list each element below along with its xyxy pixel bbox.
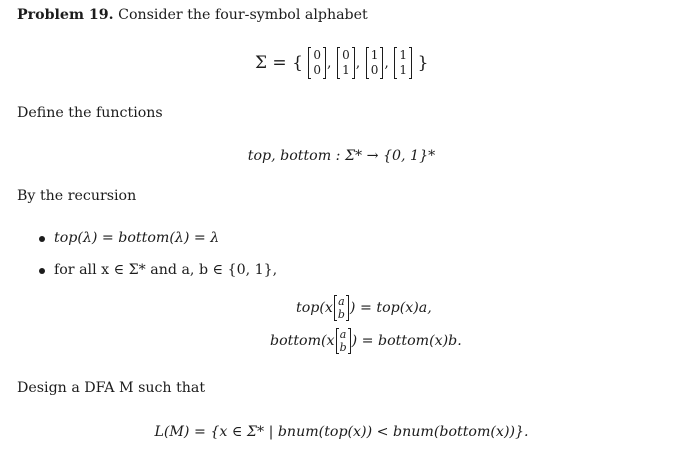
design-text: Design a DFA M such that bbox=[17, 380, 206, 396]
alphabet-definition bbox=[255, 47, 428, 79]
bullet-marker bbox=[39, 236, 45, 242]
recursion-text: By the recursion bbox=[17, 188, 137, 204]
alphabet-symbol: 1 0 bbox=[366, 47, 384, 79]
alphabet-symbol: 0 0 bbox=[308, 47, 326, 79]
symbol-matrix: a b bbox=[336, 328, 351, 354]
symbol-matrix: a b bbox=[334, 295, 349, 321]
alphabet-symbol: 1 1 bbox=[394, 47, 412, 79]
problem-label: Problem 19. bbox=[17, 7, 114, 23]
alphabet-symbol: 0 1 bbox=[337, 47, 355, 79]
alphabet-separator: , bbox=[384, 55, 389, 71]
alphabet-close: } bbox=[417, 53, 429, 73]
rule-top: top(x a b ) = top(x)a, bbox=[296, 295, 432, 321]
alphabet-separator: , bbox=[327, 55, 332, 71]
rule-bottom: bottom(x a b ) = bottom(x)b. bbox=[270, 328, 462, 354]
problem-intro: Consider the four-symbol alphabet bbox=[118, 7, 368, 23]
language-definition: L(M) = {x ∈ Σ* | bnum(top(x)) < bnum(bottom(x))}. bbox=[154, 424, 529, 440]
alphabet-lhs: Σ = { bbox=[255, 53, 303, 73]
bullet-recursive-case: for all x ∈ Σ* and a, b ∈ {0, 1}, bbox=[54, 262, 278, 278]
functions-signature: top, bottom : Σ* → {0, 1}* bbox=[247, 148, 436, 164]
define-text: Define the functions bbox=[17, 105, 163, 121]
bullet-base-case: top(λ) = bottom(λ) = λ bbox=[54, 230, 220, 246]
bullet-marker bbox=[39, 268, 45, 274]
problem-header bbox=[17, 7, 368, 23]
alphabet-separator: , bbox=[355, 55, 361, 71]
